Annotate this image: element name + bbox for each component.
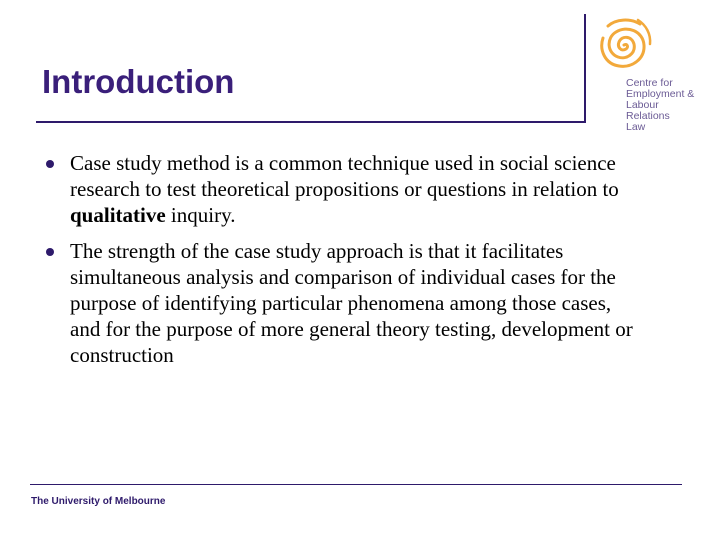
- footer-rule: [30, 484, 682, 485]
- spiral-icon: [594, 14, 654, 76]
- logo-divider: [584, 14, 586, 123]
- centre-logo: [592, 14, 712, 144]
- bullet-dot-icon: [46, 160, 54, 168]
- bullet-text: The strength of the case study approach is that it facilitates simultaneous analysis and comparison of individual cases for the purpose of identifying particular phenomena among those cases, and for the purpose of more general theory testing, development or construction: [70, 239, 633, 367]
- logo-text: [626, 78, 694, 133]
- bullet-text: Case study method is a common technique used in social science research to test theoretical propositions or questions in relation to: [70, 151, 619, 201]
- footer-text: The University of Melbourne: [31, 496, 166, 507]
- slide-title: Introduction: [42, 63, 235, 100]
- logo-line: Centre for: [626, 77, 673, 89]
- logo-line: Law: [626, 121, 646, 133]
- logo-line: Labour: [626, 99, 659, 111]
- bullet-item: [44, 150, 644, 228]
- bullet-list: [44, 150, 644, 378]
- title-underline: [36, 121, 586, 123]
- bullet-dot-icon: [46, 248, 54, 256]
- logo-line: Employment &: [626, 88, 695, 100]
- logo-line: Relations: [626, 110, 670, 122]
- bullet-item: [44, 238, 644, 368]
- bullet-text-end: inquiry.: [165, 203, 236, 227]
- bullet-emphasis: qualitative: [70, 203, 166, 227]
